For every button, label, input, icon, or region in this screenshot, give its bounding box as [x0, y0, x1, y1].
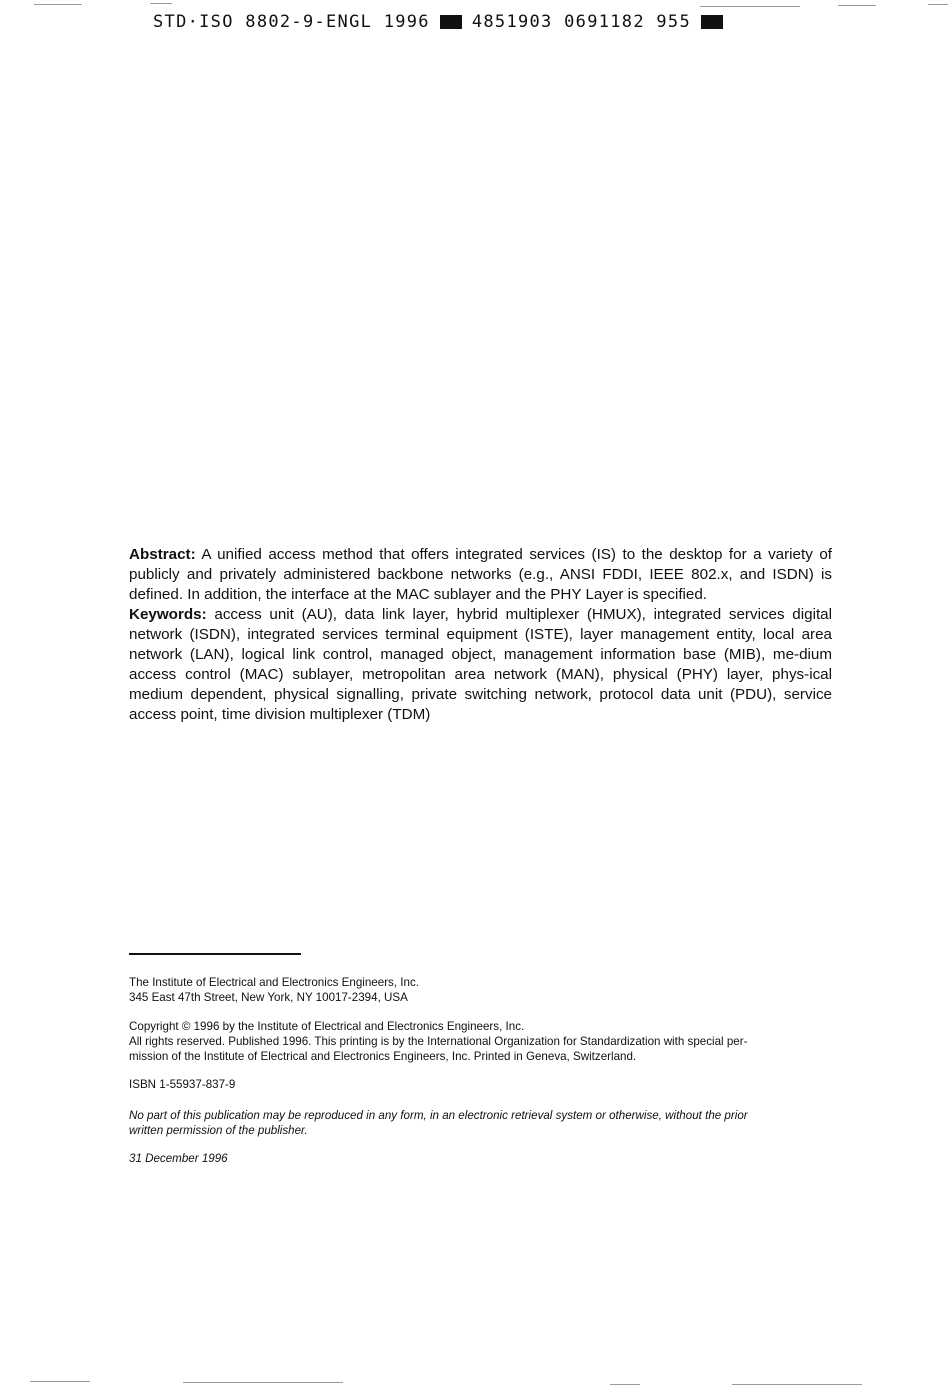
scan-artifact-bottom-far-right	[732, 1384, 862, 1385]
keywords-text-4: dium access control (MAC) sublayer, metropolitan area network (MAN), physical (PHY) layer, phys-	[129, 646, 832, 683]
document-control-code	[153, 12, 723, 32]
filled-block-mark-end	[701, 15, 723, 29]
rights-line-1: All rights reserved. Published 1996. This printing is by the International Organization for Standardization with special per-	[129, 1035, 748, 1048]
keywords-text-1: access unit (AU), data link layer, hybrid multiplexer (HMUX), integrated services digital	[214, 606, 832, 623]
publisher-name: The Institute of Electrical and Electronics Engineers, Inc.	[129, 976, 419, 989]
scan-artifact-bottom-mid	[183, 1382, 343, 1383]
scan-artifact-top-mid	[150, 3, 172, 4]
footnote-divider	[129, 953, 301, 955]
abstract-text-1: A unified access method that offers integrated services (IS) to the desktop for a variety	[201, 546, 813, 563]
keywords-text-3: area network (LAN), logical link control, managed object, management information base (MIB), me-	[129, 626, 832, 663]
copyright-block	[129, 1019, 829, 1064]
keywords-text-6: service access point, time division multiplexer (TDM)	[129, 686, 832, 723]
control-code-right: 4851903 0691182 955	[471, 12, 692, 32]
notice-line-2: written permission of the publisher.	[129, 1124, 308, 1137]
abstract-text-3: is defined. In addition, the interface at the MAC sublayer and the PHY Layer is specified.	[129, 566, 832, 603]
keywords-text-2: network (ISDN), integrated services terminal equipment (ISTE), layer management entity, local	[129, 626, 795, 643]
keywords-text-5: ical medium dependent, physical signalling, private switching network, protocol data unit (PDU),	[129, 666, 832, 703]
copyright-line: Copyright © 1996 by the Institute of Electrical and Electronics Engineers, Inc.	[129, 1020, 525, 1033]
isbn: ISBN 1-55937-837-9	[129, 1078, 236, 1091]
abstract-text-2: of publicly and privately administered backbone networks (e.g., ANSI FDDI, IEEE 802.x, and ISDN)	[129, 546, 832, 583]
abstract-block	[129, 545, 832, 725]
scan-artifact-top-right	[700, 6, 800, 7]
abstract-label: Abstract:	[129, 546, 196, 563]
scan-artifact-bottom-right	[610, 1384, 640, 1385]
publication-date: 31 December 1996	[129, 1152, 228, 1165]
rights-line-2: mission of the Institute of Electrical and Electronics Engineers, Inc. Printed in Geneva, Switzerland.	[129, 1050, 637, 1063]
keywords-label: Keywords:	[129, 606, 207, 623]
publisher-address: 345 East 47th Street, New York, NY 10017-2394, USA	[129, 991, 408, 1004]
publisher-block	[129, 975, 829, 1005]
abstract-paragraph	[129, 545, 832, 605]
control-code-left: STD·ISO 8802-9-ENGL 1996	[153, 12, 430, 32]
scan-artifact-bottom-left	[30, 1381, 90, 1382]
scan-artifact-top-far-right	[838, 5, 876, 6]
reproduction-notice	[129, 1108, 829, 1138]
scan-artifact-corner	[928, 4, 948, 5]
scan-artifact-top-left	[34, 4, 82, 5]
keywords-paragraph	[129, 605, 832, 725]
filled-block-mark	[440, 15, 462, 29]
notice-line-1: No part of this publication may be reproduced in any form, in an electronic retrieval system or otherwise, without the prior	[129, 1109, 748, 1122]
